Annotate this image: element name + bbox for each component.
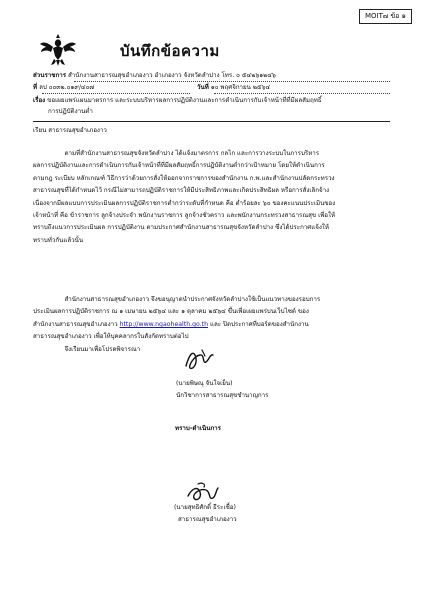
garuda-emblem-icon: [40, 34, 76, 66]
agency-dotline: [74, 81, 390, 82]
reference-label: ที่: [33, 84, 38, 91]
subject-line-2: การปฏิบัติงานต่ำ: [48, 108, 93, 115]
paragraph-2-line: สาธารณสุขอำเภองาว เพื่อให้บุคคลากรในสังกัดทราบต่อไป: [33, 333, 189, 341]
reference-row: [33, 84, 94, 92]
agency-label: ส่วนราชการ: [33, 72, 67, 79]
paragraph-2-text: และ ปิดประกาศที่บอร์ดของสำนักงาน: [208, 320, 309, 328]
date-label: วันที่: [197, 84, 209, 91]
agency-value: สำนักงานสาธารณสุขอำเภองาว อำเภองาว จังหวัดลำปาง โทร. ๐ ๕๔๒๖๑๒๔๖: [68, 72, 276, 79]
paragraph-2-line: ประเมินผลการปฏิบัติราชการ ณ ๑ เมษายน ๒๕๖๔ และ ๑ ตุลาคม ๒๕๖๔ ขึ้นเพื่อเผยแพร่บนเว็บไซต์ ของ: [33, 308, 309, 316]
date-dotline: [214, 93, 390, 94]
date-value: ๑๐ พฤศจิกายน ๒๕๖๔: [210, 84, 271, 91]
subject-line-1: ขอเผยแพร่แผนมาตรการ และระบบบริหารผลการปฏิบัติงานและการดำเนินการกับเจ้าหน้าที่ที่มีผลสัมฤทธิ์: [47, 97, 322, 104]
subject-row: [33, 97, 322, 105]
subject-label: เรื่อง: [33, 97, 46, 104]
paragraph-2-line-with-link: [33, 319, 389, 331]
website-link[interactable]: http://www.ngaohealth.go.th: [119, 320, 208, 328]
reference-dotline: [42, 93, 190, 94]
paragraph-2-line: สำนักงานสาธารณสุขอำเภองาว จึงขอนุญาตนำประกาศจังหวัดลำปางใช้เป็นแนวทางของรอบการ: [33, 296, 321, 303]
header-divider: [33, 121, 390, 122]
paragraph-1-line: ตามที่สำนักงานสาธารณสุขจังหวัดลำปาง ได้แจ้งมาตรการ กลไก และการวางระบบในการบริหาร: [33, 150, 320, 157]
body-paragraph-2: [33, 294, 389, 344]
body-paragraph-1: [33, 148, 389, 247]
signer-2-title: สาธารณสุขอำเภองาว: [178, 516, 237, 523]
memo-title: บันทึกข้อความ: [120, 42, 220, 60]
date-row: [197, 84, 270, 92]
paragraph-1-line: ผลการปฏิบัติงานและการดำเนินการกับเจ้าหน้าที่ที่มีผลสัมฤทธิ์การปฏิบัติงานต่ำกว่าเป้าหมาย โดยให้ดำเนินการ: [33, 162, 325, 170]
closing-text: จึงเรียนมาเพื่อโปรดพิจารณา: [33, 346, 141, 353]
signer-2-name: (นายสุทธิศักดิ์ ธีระเชื้อ): [174, 504, 236, 511]
salutation: เรียน สาธารณสุขอำเภองาว: [33, 127, 107, 134]
document-code-box: MOIT๗ ข้อ ๑: [359, 9, 412, 24]
paragraph-1-line: ตามกฎ ระเบียบ หลักเกณฑ์ วิธีการว่าด้วยการสั่งให้ออกจากราชการของสำนักงาน ก.พ.และสำนักงานปลัดกระทรวง: [33, 174, 335, 182]
signer-1-title: นักวิชาการสาธารณสุขชำนาญการ: [176, 392, 269, 399]
reference-value: ลป ๐๐๓๒.๐๑๙/๔๐๗: [39, 84, 95, 91]
signer-1-name: (นายพิษณุ จันใจเย็น): [176, 380, 233, 387]
paragraph-2-text: สำนักงานสาธารณสุขอำเภองาว: [33, 320, 120, 328]
paragraph-1-line: สาธารณสุขที่ได้กำหนดไว้ กรณีไม่สามารถปฏิบัติราชการให้มีประสิทธิภาพและเกิดประสิทธิผล หรือการสั่งเลิกจ้าง: [33, 187, 330, 195]
paragraph-1-line: เนื่องจากมีผลแบบการประเมินผลการปฏิบัติราชการต่ำกว่าระดับที่กำหนด คือ ต่ำร้อยละ ๖๐ ของคะแนนประเมินของ: [33, 199, 336, 207]
acknowledge-text: ทราบ-ดำเนินการ: [175, 425, 221, 432]
signature-1-icon: [180, 346, 220, 376]
paragraph-1-line: เจ้าหน้าที่ คือ ข้าราชการ ลูกจ้างประจำ พนักงานราชการ ลูกจ้างชั่วคราว และพนักงานกระทรวงสาธารณสุข เพื่อให้: [33, 212, 336, 220]
agency-row: [33, 72, 276, 80]
paragraph-1-line: ทราบถึงแนวการประเมินผล การปฏิบัติงาน ตามประกาศสำนักงานสาธารณสุขจังหวัดลำปาง ซึ่งได้ประกาศแจ้งให้: [33, 224, 329, 232]
paragraph-1-line: ทราบทั่วกันแล้วนั้น: [33, 236, 84, 244]
